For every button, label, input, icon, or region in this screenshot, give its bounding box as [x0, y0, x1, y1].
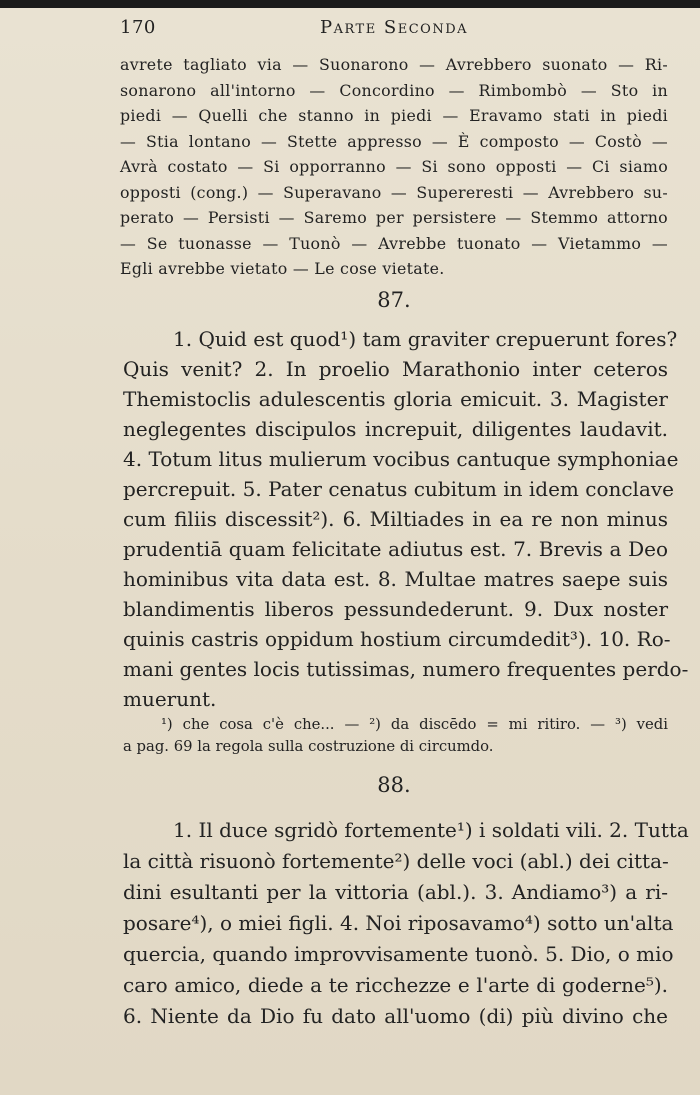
section-number-87: 87.: [377, 288, 411, 312]
vocabulary-paragraph: [120, 52, 668, 282]
exercise-line: cum filiis discessit²). 6. Miltiades in ea re non minus: [123, 507, 668, 531]
footnote-line: ¹) che cosa c'è che... — ²) da discēdo = mi ritiro. — ³) vedi: [161, 716, 668, 733]
latin-exercise-87: [123, 324, 689, 714]
exercise-line: la città risuonò fortemente²) delle voci (abl.) dei citta-: [123, 849, 669, 873]
exercise-line: quinis castris oppidum hostium circumdedit³). 10. Ro-: [123, 627, 671, 651]
vocab-line: — Se tuonasse — Tuonò — Avrebbe tuonato — Vietammo —: [120, 233, 668, 253]
italian-exercise-88: [123, 815, 689, 1032]
exercise-line: hominibus vita data est. 8. Multae matres saepe suis: [123, 567, 668, 591]
exercise-line: blandimentis liberos pessundederunt. 9. Dux noster: [123, 597, 668, 621]
exercise-line: percrepuit. 5. Pater cenatus cubitum in idem conclave: [123, 477, 675, 501]
exercise-line: muerunt.: [123, 687, 217, 711]
exercise-line: quercia, quando improvvisamente tuonò. 5. Dio, o mio: [123, 942, 674, 966]
exercise-line: dini esultanti per la vittoria (abl.). 3. Andiamo³) a ri-: [123, 880, 668, 904]
scan-top-border: [0, 0, 700, 8]
section-number-88: 88.: [377, 773, 411, 797]
vocab-line: Avrà costato — Si opporranno — Si sono opposti — Ci siamo: [120, 157, 668, 176]
exercise-line: neglegentes discipulos increpuit, diligentes laudavit.: [123, 417, 668, 441]
exercise-line: posare⁴), o miei figli. 4. Noi riposavamo⁴) sotto un'alta: [123, 911, 674, 935]
exercise-line: Quis venit? 2. In proelio Marathonio inter ceteros: [123, 357, 668, 381]
book-page: [0, 8, 700, 1095]
vocab-line: opposti (cong.) — Superavano — Supereresti — Avrebbero su-: [120, 182, 668, 202]
exercise-line: prudentiā quam felicitate adiutus est. 7. Brevis a Deo: [123, 537, 668, 561]
vocab-line: sonarono all'intorno — Concordino — Rimbombò — Sto in: [120, 80, 668, 100]
exercise-line: caro amico, diede a te ricchezze e l'arte di goderne⁵).: [123, 973, 668, 997]
running-head: Parte Seconda: [319, 17, 469, 38]
vocab-line: piedi — Quelli che stanno in piedi — Eravamo stati in piedi: [120, 106, 668, 125]
exercise-line: Themistoclis adulescentis gloria emicuit. 3. Magister: [123, 387, 668, 411]
vocab-line: perato — Persisti — Saremo per persistere — Stemmo attorno: [120, 208, 668, 227]
exercise-line: 6. Niente da Dio fu dato all'uomo (di) più divino che: [123, 1004, 668, 1028]
page-header: [120, 17, 668, 43]
footnote-line: a pag. 69 la regola sulla costruzione di circumdo.: [123, 738, 494, 755]
footnotes-87: [123, 714, 668, 758]
exercise-line: 1. Il duce sgridò fortemente¹) i soldati vili. 2. Tutta: [173, 818, 689, 842]
exercise-line: mani gentes locis tutissimas, numero frequentes perdo-: [123, 657, 689, 681]
vocab-line: — Stia lontano — Stette appresso — È composto — Costò —: [120, 131, 668, 151]
vocab-line: Egli avrebbe vietato — Le cose vietate.: [120, 259, 445, 278]
exercise-line: 4. Totum litus mulierum vocibus cantuque symphoniae: [123, 447, 679, 471]
exercise-line: 1. Quid est quod¹) tam graviter crepuerunt fores?: [173, 327, 678, 351]
page-number: 170: [120, 17, 156, 38]
vocab-line: avrete tagliato via — Suonarono — Avrebbero suonato — Ri-: [120, 55, 668, 74]
